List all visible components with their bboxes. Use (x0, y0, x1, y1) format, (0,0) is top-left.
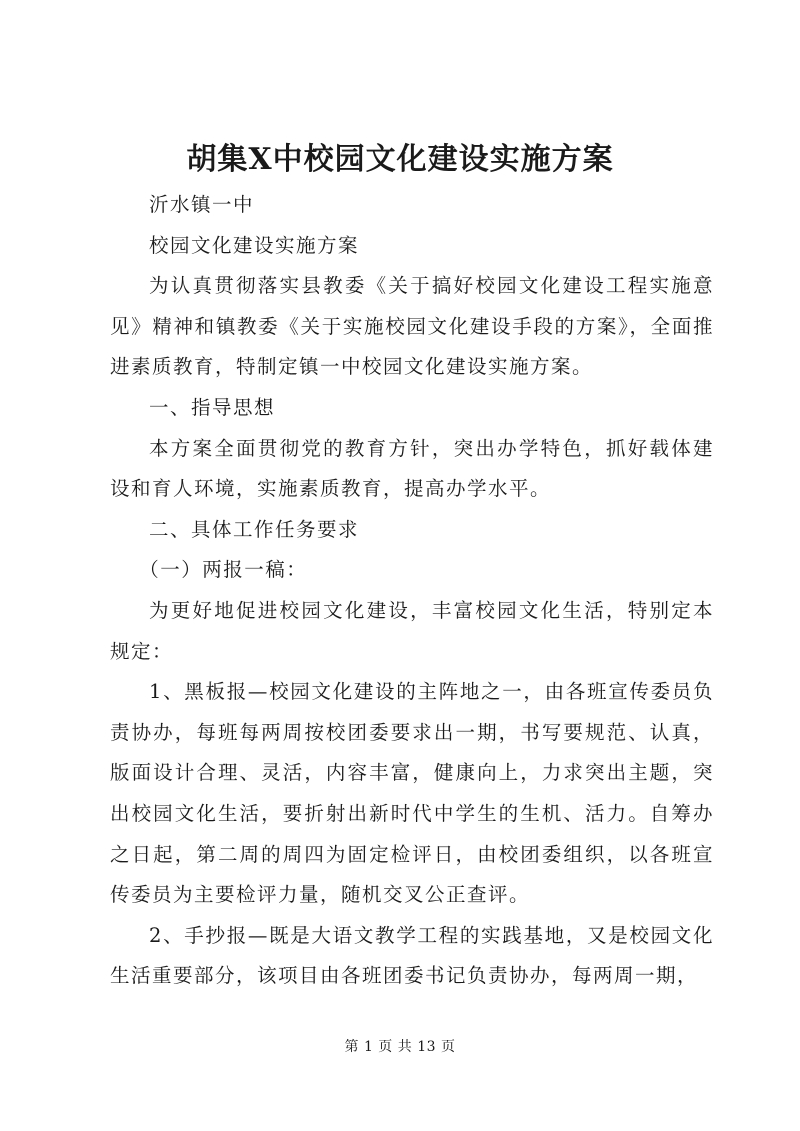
section-heading-guiding-thought: 一、指导思想 (149, 395, 276, 419)
subsection-heading-two-papers: （一）两报一稿： (139, 558, 308, 582)
page-footer (0, 1037, 800, 1057)
paragraph-school-name: 沂水镇一中 (149, 193, 255, 216)
section-heading-task-requirements: 二、具体工作任务要求 (149, 517, 360, 541)
document-title: 胡集X中校园文化建设实施方案 (186, 142, 614, 177)
paragraph-guiding-thought: 本方案全面贯彻党的教育方针，突出办学特色，抓好载体建设和育人环境，实施素质教育，提高办学水平。 (110, 436, 714, 501)
paragraph-plan-subtitle: 校园文化建设实施方案 (149, 233, 360, 257)
paragraph-item-blackboard: 1、黑板报—校园文化建设的主阵地之一，由各班宣传委员负责协办，每班每两周按校团委要求出一期，书写要规范、认真，版面设计合理、灵活，内容丰富，健康向上，力求突出主题，突出校园文化生活，要折射出新时代中学生的生机、活力。自筹办之日起，第二周的周四为固定检评日，由校团委组织，以各班宣传委员为主要检评力量，随机交叉公正查评。 (110, 680, 714, 907)
paragraph-intro: 为认真贯彻落实县教委《关于搞好校园文化建设工程实施意见》精神和镇教委《关于实施校园文化建设手段的方案》，全面推进素质教育，特制定镇一中校园文化建设实施方案。 (110, 274, 714, 379)
document-body (110, 185, 714, 997)
page-number-label: 第 1 页 共 13 页 (344, 1039, 456, 1055)
paragraph-regulation-intro: 为更好地促进校园文化建设，丰富校园文化生活，特别定本规定： (110, 598, 714, 663)
paragraph-item-handwritten-paper: 2、手抄报—既是大语文教学工程的实践基地，又是校园文化生活重要部分，该项目由各班团委书记负责协办，每两周一期， (110, 923, 714, 988)
